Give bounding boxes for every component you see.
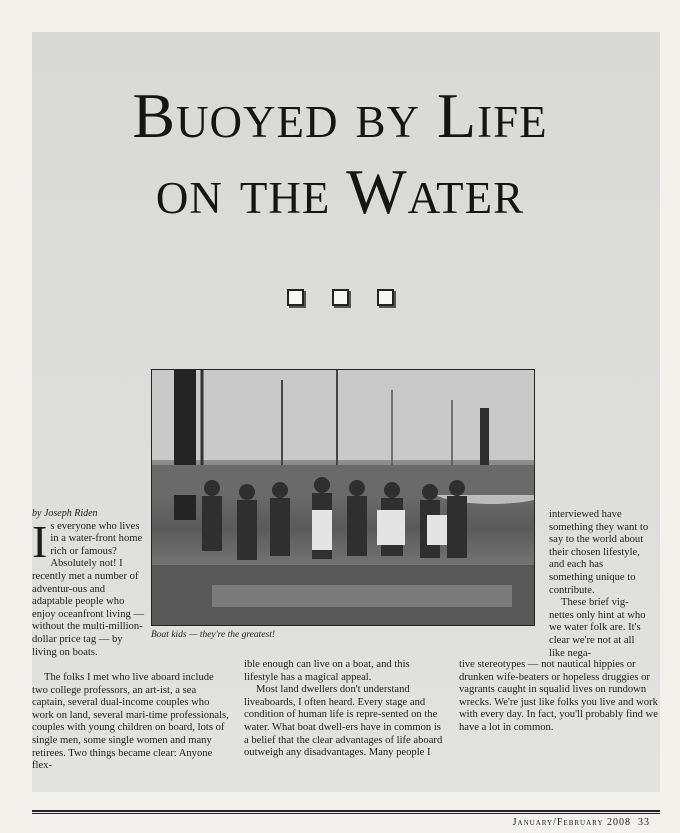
column-2 (244, 659, 444, 760)
paragraph-4-continuation: tive stereotypes — not nautical hippies or drunken wife-beaters or hopeless druggies or vagrants caught in squalid lives on rundown wrecks. We're just like folks you live and work with every day. In fact, you'll probably find we have a lot in common. (459, 659, 658, 733)
title-line-2: on the Water (155, 156, 525, 227)
title-line-1: Buoyed by Life (132, 80, 548, 151)
footer-rule-thin (32, 813, 660, 814)
issue-date: January/February 2008 (512, 817, 631, 828)
paragraph-3: Most land dwellers don't understand liveaboards, I often heard. Every stage and condition of human life is repre-sented on the water. What boat dwell-ers have in common is a belief that the clear advantages of life aboard outweigh any disadvantages. Many people I (244, 684, 443, 759)
paragraph-2: The folks I met who live aboard include two college professors, an art-ist, a sea captain, several dual-income couples who work on land, several mari-time professionals, couples with young children on board, lots of single men, some single women and many retirees. Two things became clear: Anyone flex- (32, 672, 229, 772)
column-1-top (32, 508, 148, 659)
column-3-bottom (459, 659, 659, 735)
photo-caption: Boat kids — they're the greatest! (151, 630, 276, 640)
boat-kids-photo (151, 369, 535, 626)
column-3-continuation: interviewed have something they want to say to the world about their chosen lifestyle, and each has something unique to contribute. (549, 509, 649, 596)
paragraph-4: These brief vig-nettes only hint at who we water folk are. It's clear we're not at all like nega- (549, 597, 646, 659)
drop-cap: I (32, 515, 48, 567)
column-3-top (549, 509, 649, 660)
page-number: 33 (638, 817, 650, 828)
ornament-box-icon (377, 289, 394, 306)
photo-illustration (152, 370, 534, 625)
page-footer (513, 817, 650, 828)
ornament-box-icon (332, 289, 349, 306)
ornament-row (0, 288, 680, 306)
footer-rule (32, 810, 660, 812)
column-2-continuation: ible enough can live on a boat, and this lifestyle has a magical appeal. (244, 659, 410, 683)
ornament-box-icon (287, 289, 304, 306)
column-1-bottom (32, 672, 232, 773)
byline: by Joseph Riden (32, 508, 98, 519)
intro-paragraph: Is everyone who lives in a water-front home rich or famous? Absolutely not! I recently met a number of adventur-ous and adaptable people who enjoy oceanfront living — without the multi-million-dollar price tag — by living on boats. (32, 515, 145, 658)
